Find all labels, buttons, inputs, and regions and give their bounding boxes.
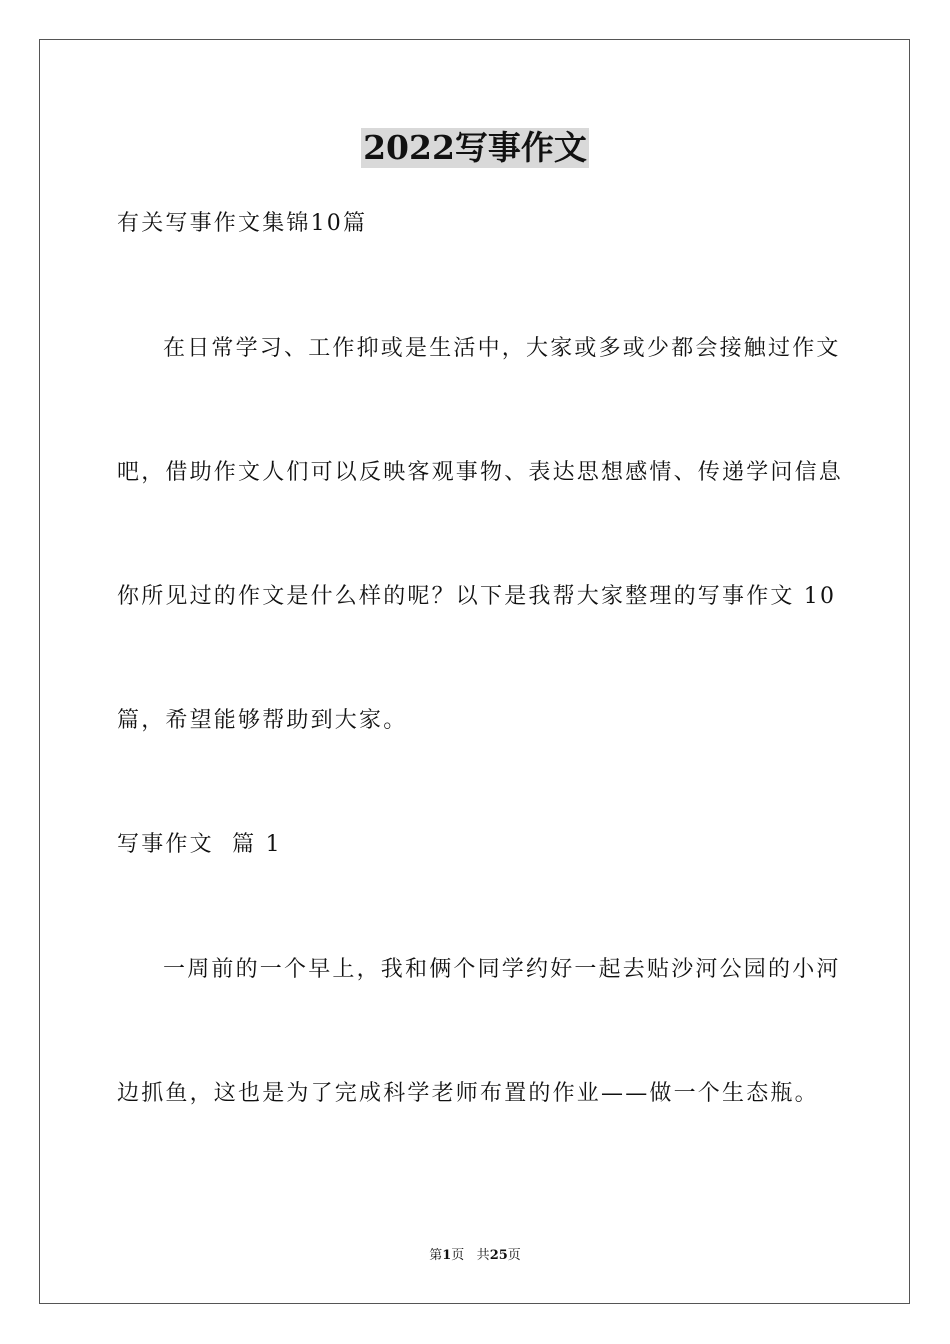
page-footer xyxy=(0,1247,950,1265)
paragraph-line: 你所见过的作文是什么样的呢？以下是我帮大家整理的写事作文 10 xyxy=(117,584,837,609)
footer-total-suffix: 页 xyxy=(507,1248,521,1263)
paragraph-line: 吧，借助作文人们可以反映客观事物、表达思想感情、传递学问信息 xyxy=(117,460,844,485)
footer-page-suffix: 页 xyxy=(451,1248,465,1263)
footer-total-pages: 25 xyxy=(489,1248,508,1263)
document-subtitle: 有关写事作文集锦10篇 xyxy=(117,211,368,236)
paragraph-line: 在日常学习、工作抑或是生活中，大家或多或少都会接触过作文 xyxy=(163,336,841,361)
paragraph-line: 一周前的一个早上，我和俩个同学约好一起去贴沙河公园的小河 xyxy=(163,957,841,982)
footer-total-prefix: 共 xyxy=(476,1248,490,1263)
document-title: 2022写事作文 xyxy=(363,128,587,167)
paragraph-line: 篇，希望能够帮助到大家。 xyxy=(117,708,408,733)
title-container xyxy=(0,128,950,168)
footer-page-prefix: 第 xyxy=(429,1248,443,1263)
footer-page-number: 1 xyxy=(442,1248,452,1263)
section-heading: 写事作文 篇 1 xyxy=(117,832,282,857)
paragraph-line: 边抓鱼，这也是为了完成科学老师布置的作业——做一个生态瓶。 xyxy=(117,1081,819,1106)
